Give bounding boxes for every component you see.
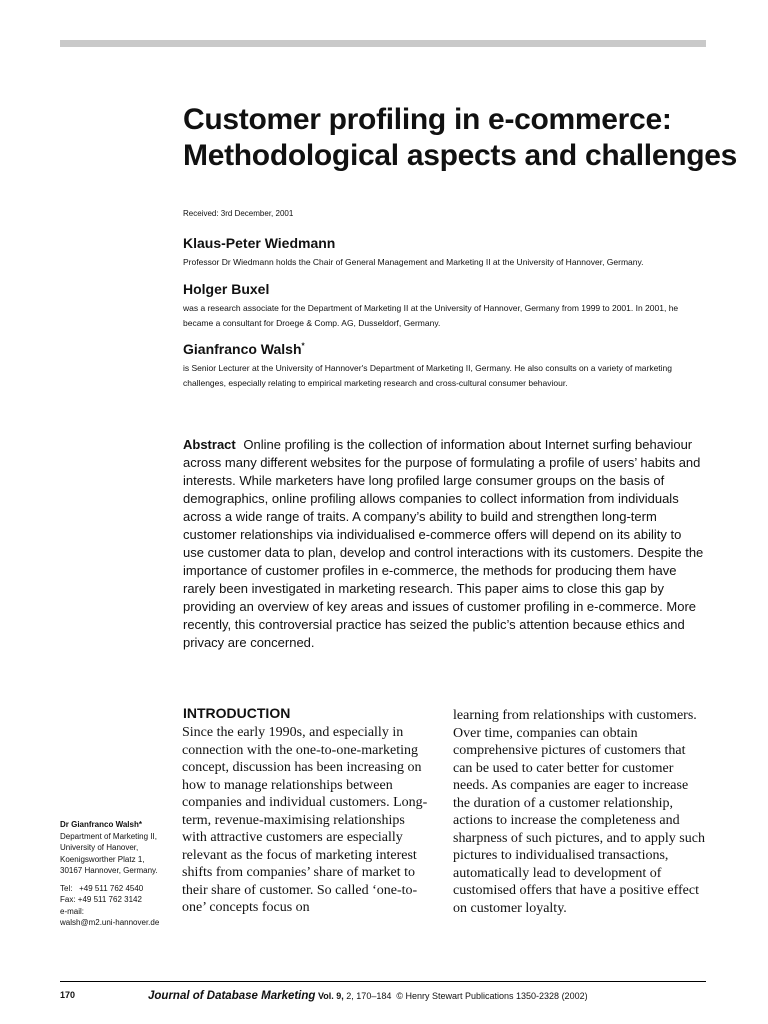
paper-title: Customer profiling in e-commerce: Methodological aspects and challenges xyxy=(183,103,738,172)
body-column-left: Since the early 1990s, and especially in connection with the one-to-one-marketing concept, discussion has been increasing on how to manage relationships between companies and individual customers. Long-term, revenue-maximising relationships with attractive customers are especially relevant as the focus of marketing interest shifts from companies’ share of market to their share of customer. So called ‘one-to-one’ concepts focus on xyxy=(182,725,428,915)
page-number: 170 xyxy=(60,990,76,1000)
abstract xyxy=(183,436,705,652)
correspondence-name: Dr Gianfranco Walsh* xyxy=(60,820,142,829)
abstract-label: Abstract xyxy=(183,437,236,452)
body-column-right: learning from relationships with customers. Over time, companies can obtain comprehensive pictures of customers that can be used to cater better for customer needs. As companies are eager to increase the duration of a customer relationship, actions to increase the completeness and sharpness of such pictures, and to apply such pictures to individualised transactions, automatically lead to development of customised offers that have a positive effect on customer loyalty. xyxy=(453,708,705,916)
author-name-2: Holger Buxel xyxy=(183,281,270,297)
author-3-mark: * xyxy=(301,341,305,351)
author-bio-2: was a research associate for the Department of Marketing II at the University of Hannover, Germany from 1999 to 2001. In 2001, he became a consultant for Droege & Comp. AG, Dusseldorf, Germany. xyxy=(183,303,679,328)
correspondence-address xyxy=(60,819,180,929)
top-rule xyxy=(60,40,706,47)
address-line: Koenigsworther Platz 1, xyxy=(60,854,145,864)
journal-name: Journal of Database Marketing xyxy=(148,990,316,1002)
journal-volume: Vol. 9, xyxy=(317,991,344,1001)
author-name-3: Gianfranco Walsh xyxy=(183,341,302,357)
abstract-text: Online profiling is the collection of information about Internet surfing behaviour across many different websites for the purpose of formulating a profile of users’ habits and interests. While marketers have long profiled large consumer groups on the basis of demographics, online profiling allows companies to collect information from individuals across a wide range of traits. A company’s ability to build and strengthen long-term customer relationships via individualised e-commerce offers will depend on its ability to use customer data to plan, develop and control interactions with its customers. Despite the importance of customer profiles in e-commerce, the methods for producing them have rarely been investigated in marketing research. This paper aims to close this gap by providing an overview of key areas and issues of customer profiling in e-commerce. More recently, this controversial practice has seized the public’s attention because ethics and privacy are concerned. xyxy=(183,437,704,650)
journal-citation xyxy=(148,990,588,1002)
received-date: Received: 3rd December, 2001 xyxy=(183,209,294,218)
section-heading-introduction: INTRODUCTION xyxy=(183,705,291,721)
author-bio-3: is Senior Lecturer at the University of Hannover's Department of Marketing II, Germany. He also consults on a variety of marketing challenges, especially relating to empirical marketing research and cross-cultural consumer behaviour. xyxy=(183,363,673,388)
page-footer xyxy=(60,990,706,1004)
fax: Fax: +49 511 762 3142 xyxy=(60,895,142,904)
address-line: Department of Marketing II, xyxy=(60,831,157,841)
issue-and-copyright: 2, 170–184 © Henry Stewart Publications 1350-2328 (2002) xyxy=(343,991,588,1001)
address-line: 30167 Hannover, Germany. xyxy=(60,866,158,875)
email-address: walsh@m2.uni-hannover.de xyxy=(60,918,160,927)
telephone: Tel: +49 511 762 4540 xyxy=(60,883,144,893)
footer-rule xyxy=(60,981,706,982)
email-label: e-mail: xyxy=(60,906,85,916)
address-line: University of Hanover, xyxy=(60,843,139,852)
author-name-3-wrap xyxy=(183,341,305,357)
author-name-1: Klaus-Peter Wiedmann xyxy=(183,235,336,251)
author-bio-1: Professor Dr Wiedmann holds the Chair of General Management and Marketing II at the University of Hannover, Germany. xyxy=(183,257,644,267)
